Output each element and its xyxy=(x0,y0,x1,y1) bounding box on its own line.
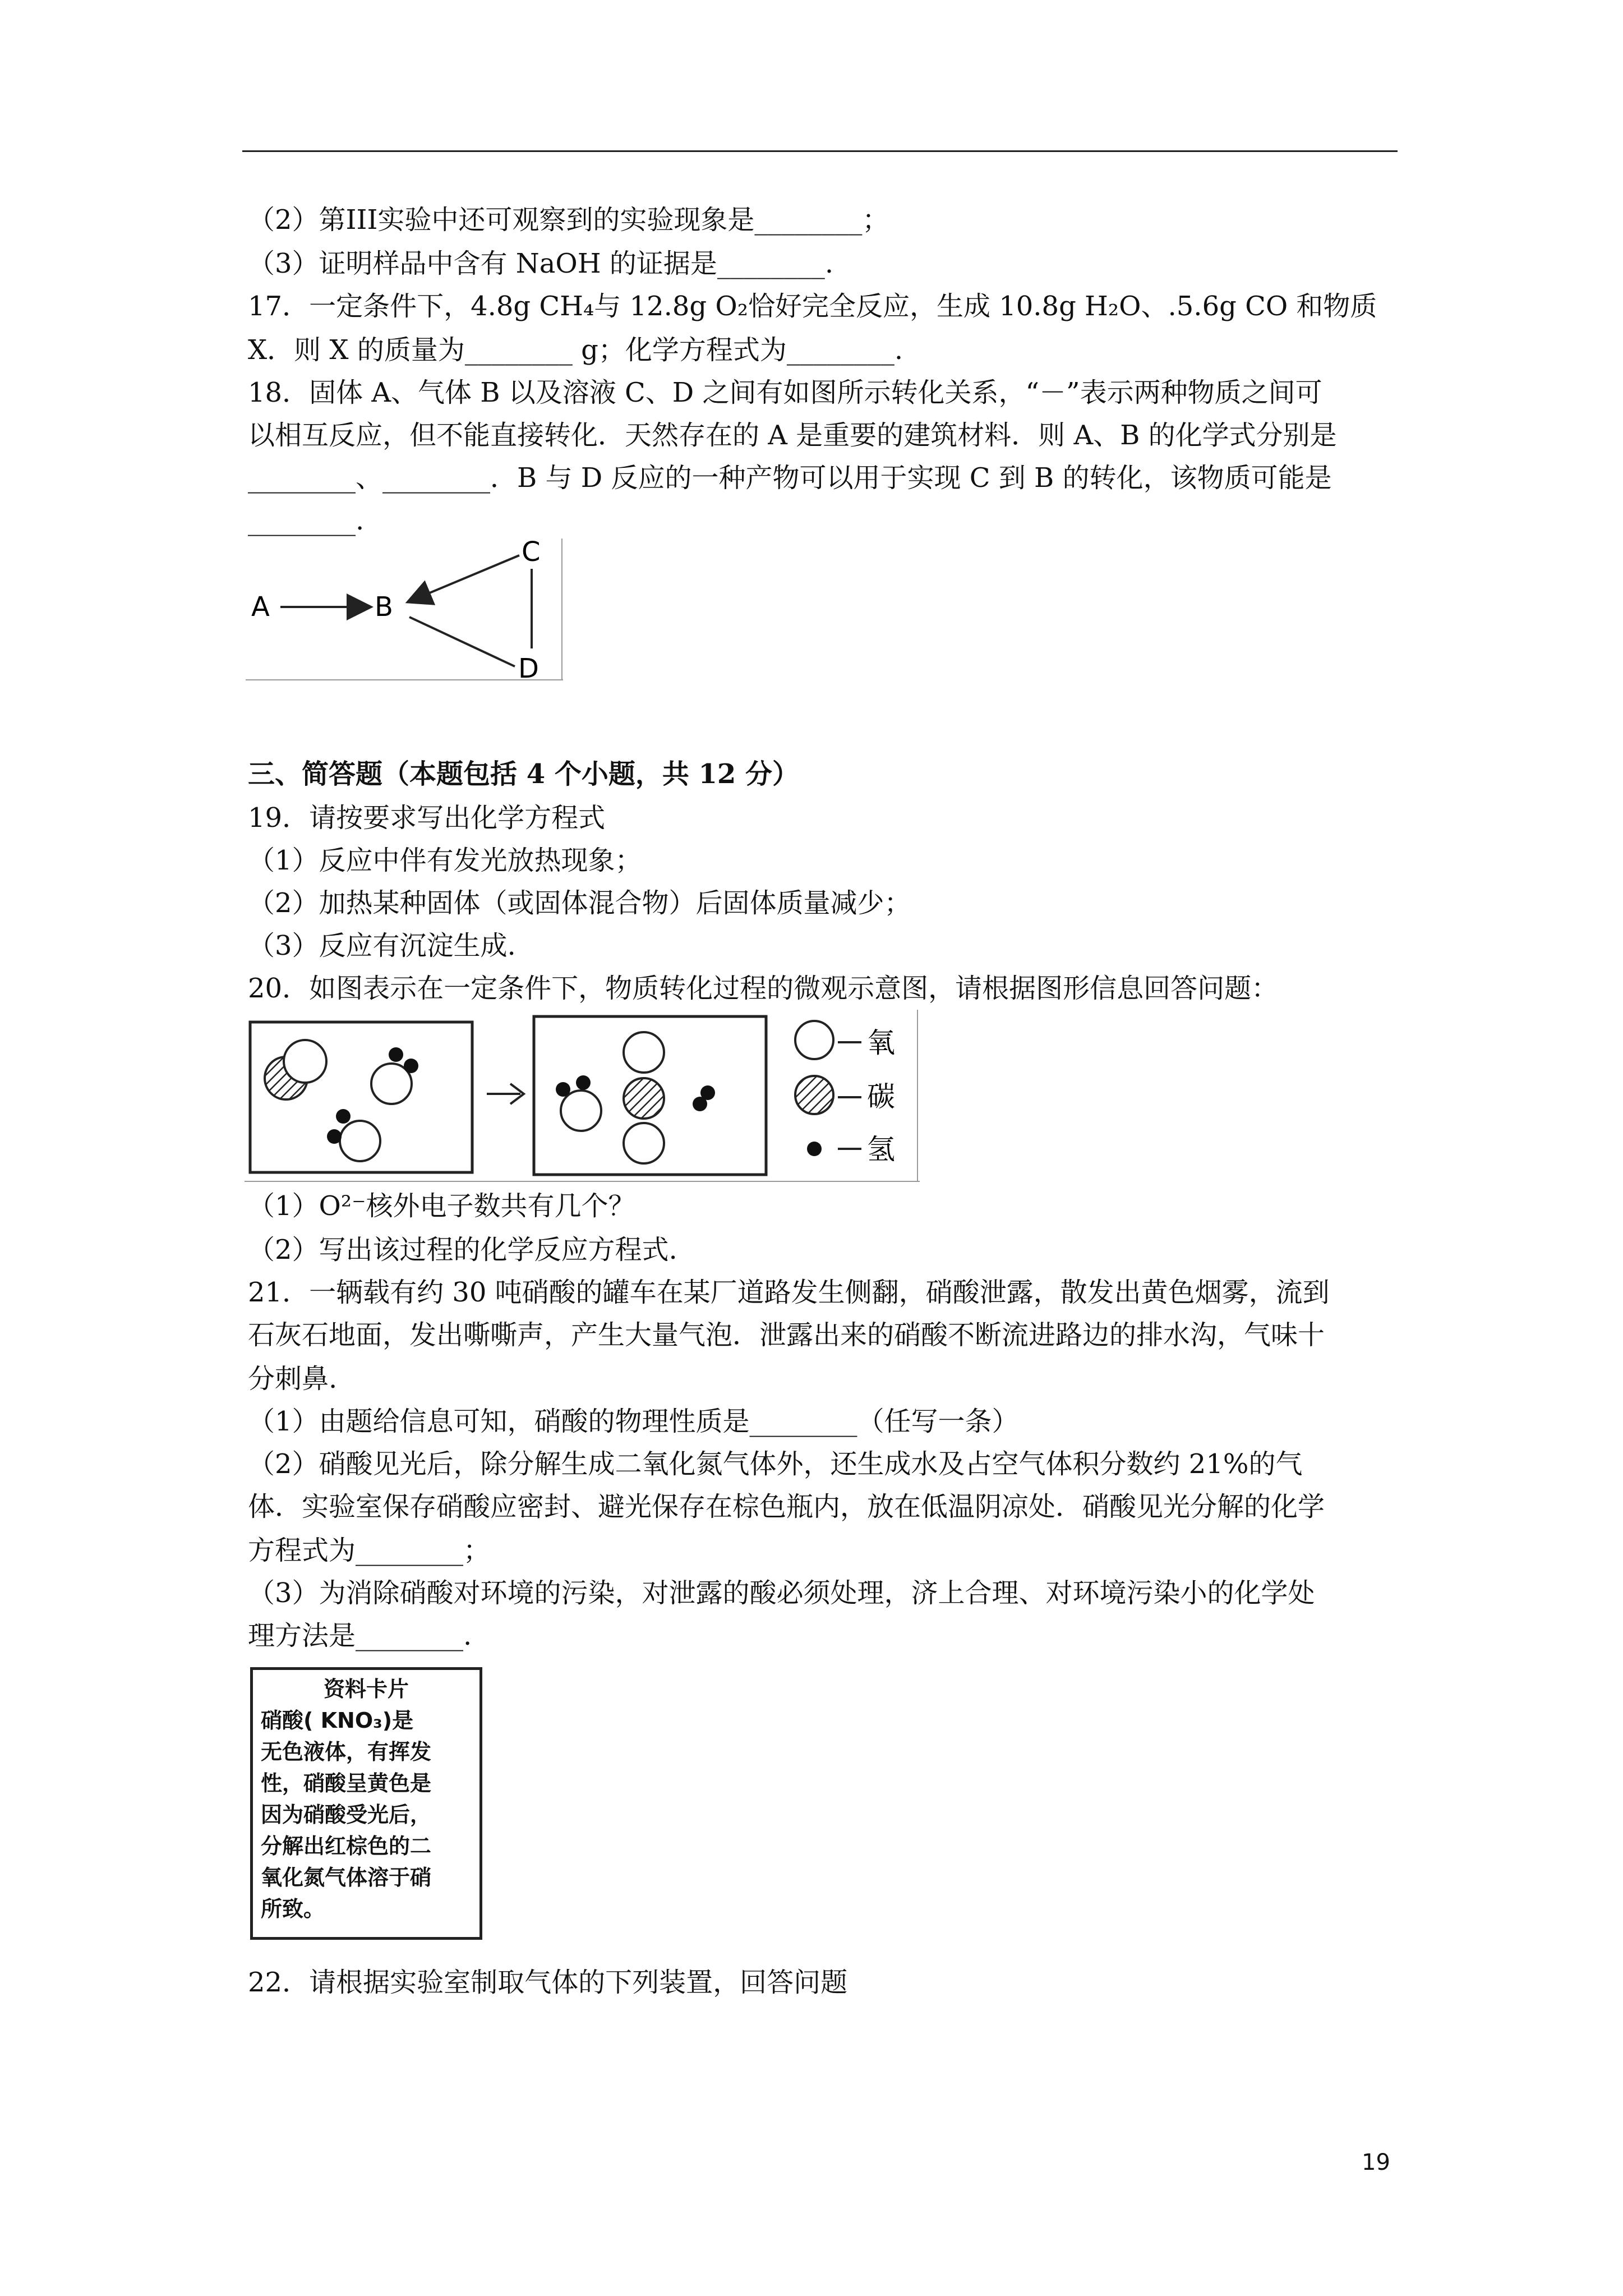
conversion-diagram xyxy=(245,533,564,684)
legend-hydrogen: 氢 xyxy=(867,1133,895,1166)
q18-line3: ________、________．B 与 D 反应的一种产物可以用于实现 C 到 B 的转化，该物质可能是 xyxy=(248,462,1332,494)
q18-line1: 18．固体 A、气体 B 以及溶液 C、D 之间有如图所示转化关系，“－”表示两种物质之间可 xyxy=(248,377,1322,408)
q17-line2: X．则 X 的质量为________ g；化学方程式为________. xyxy=(248,334,903,366)
q21-line2: 石灰石地面，发出嘶嘶声，产生大量气泡．泄露出来的硝酸不断流进路边的排水沟，气味十 xyxy=(248,1319,1325,1351)
node-b: B xyxy=(375,591,393,623)
oxygen-atom xyxy=(284,1040,326,1083)
q21-part2-line2: 体．实验室保存硝酸应密封、避光保存在棕色瓶内，放在低温阴凉处．硝酸见光分解的化学 xyxy=(248,1491,1325,1522)
q21-part1: （1）由题给信息可知，硝酸的物理性质是________（任写一条） xyxy=(248,1406,1019,1437)
legend-carbon: 碳 xyxy=(867,1080,895,1113)
hydrogen-atom xyxy=(336,1109,351,1124)
carbon-atom xyxy=(624,1078,664,1119)
q18-line2: 以相互反应，但不能直接转化．天然存在的 A 是重要的建筑材料．则 A、B 的化学式分别是 xyxy=(248,420,1337,451)
q20-part1: （1）O²⁻核外电子数共有几个？ xyxy=(248,1190,635,1222)
arrow-c-to-b xyxy=(409,555,519,601)
legend-oxygen: 氧 xyxy=(867,1027,895,1059)
section-three-heading: 三、简答题（本题包括 4 个小题，共 12 分） xyxy=(248,758,800,790)
page-number: 19 xyxy=(1362,2150,1390,2175)
info-card-title: 资料卡片 xyxy=(323,1677,409,1701)
header-rule xyxy=(242,150,1398,152)
q19-stem: 19．请按要求写出化学方程式 xyxy=(248,802,606,834)
node-c: C xyxy=(522,536,541,568)
hydrogen-atom xyxy=(389,1047,403,1062)
q18-line4: ________. xyxy=(248,505,365,536)
q19-part1: （1）反应中伴有发光放热现象； xyxy=(248,845,642,876)
info-card-line: 氧化氮气体溶于硝 xyxy=(261,1865,432,1890)
q22-stem: 22．请根据实验室制取气体的下列装置，回答问题 xyxy=(248,1967,848,1998)
q21-line3: 分刺鼻. xyxy=(248,1363,338,1395)
q21-part2-line3: 方程式为________； xyxy=(248,1535,491,1566)
molecule-diagram xyxy=(245,1010,920,1184)
info-card-line: 无色液体，有挥发 xyxy=(261,1740,432,1764)
oxygen-atom xyxy=(340,1121,380,1161)
oxygen-atom xyxy=(624,1032,664,1073)
hydrogen-atom xyxy=(327,1129,342,1144)
q20-part2: （2）写出该过程的化学反应方程式. xyxy=(248,1234,677,1266)
info-card-line: 分解出红棕色的二 xyxy=(261,1834,432,1858)
q21-part3-line1: （3）为消除硝酸对环境的污染，对泄露的酸必须处理，济上合理、对环境污染小的化学处 xyxy=(248,1577,1315,1609)
oxygen-atom xyxy=(624,1123,664,1163)
hydrogen-atom xyxy=(404,1059,418,1073)
info-card-line: 因为硝酸受光后， xyxy=(261,1802,432,1827)
q21-part3-line2: 理方法是________. xyxy=(248,1620,472,1651)
node-a: A xyxy=(251,591,270,623)
hydrogen-atom xyxy=(576,1075,591,1090)
q19-part3: （3）反应有沉淀生成. xyxy=(248,930,516,961)
q16-part2: （2）第III实验中还可观察到的实验现象是________； xyxy=(248,204,889,236)
q21-line1: 21．一辆载有约 30 吨硝酸的罐车在某厂道路发生侧翻，硝酸泄露，散发出黄色烟雾，流到 xyxy=(248,1277,1330,1308)
hydrogen-atom xyxy=(556,1082,570,1097)
q19-part2: （2）加热某种固体（或固体混合物）后固体质量减少； xyxy=(248,887,911,919)
q17-line1: 17．一定条件下，4.8g CH₄与 12.8g O₂恰好完全反应，生成 10.8g H₂O、.5.6g CO 和物质 xyxy=(248,291,1377,322)
q20-stem: 20．如图表示在一定条件下，物质转化过程的微观示意图，请根据图形信息回答问题： xyxy=(248,973,1279,1004)
oxygen-atom xyxy=(561,1091,601,1131)
q21-part2-line1: （2）硝酸见光后，除分解生成二氧化氮气体外，还生成水及占空气体积分数约 21%的气 xyxy=(248,1448,1303,1480)
info-card-line: 性，硝酸呈黄色是 xyxy=(261,1771,432,1796)
info-card xyxy=(250,1667,482,1940)
line-b-d xyxy=(409,617,515,666)
node-d: D xyxy=(518,653,539,684)
info-card-line: 所致。 xyxy=(261,1897,325,1921)
q16-part3: （3）证明样品中含有 NaOH 的证据是________. xyxy=(248,248,834,279)
hydrogen-atom xyxy=(693,1097,707,1111)
info-card-line: 硝酸( KNO₃)是 xyxy=(261,1708,414,1733)
